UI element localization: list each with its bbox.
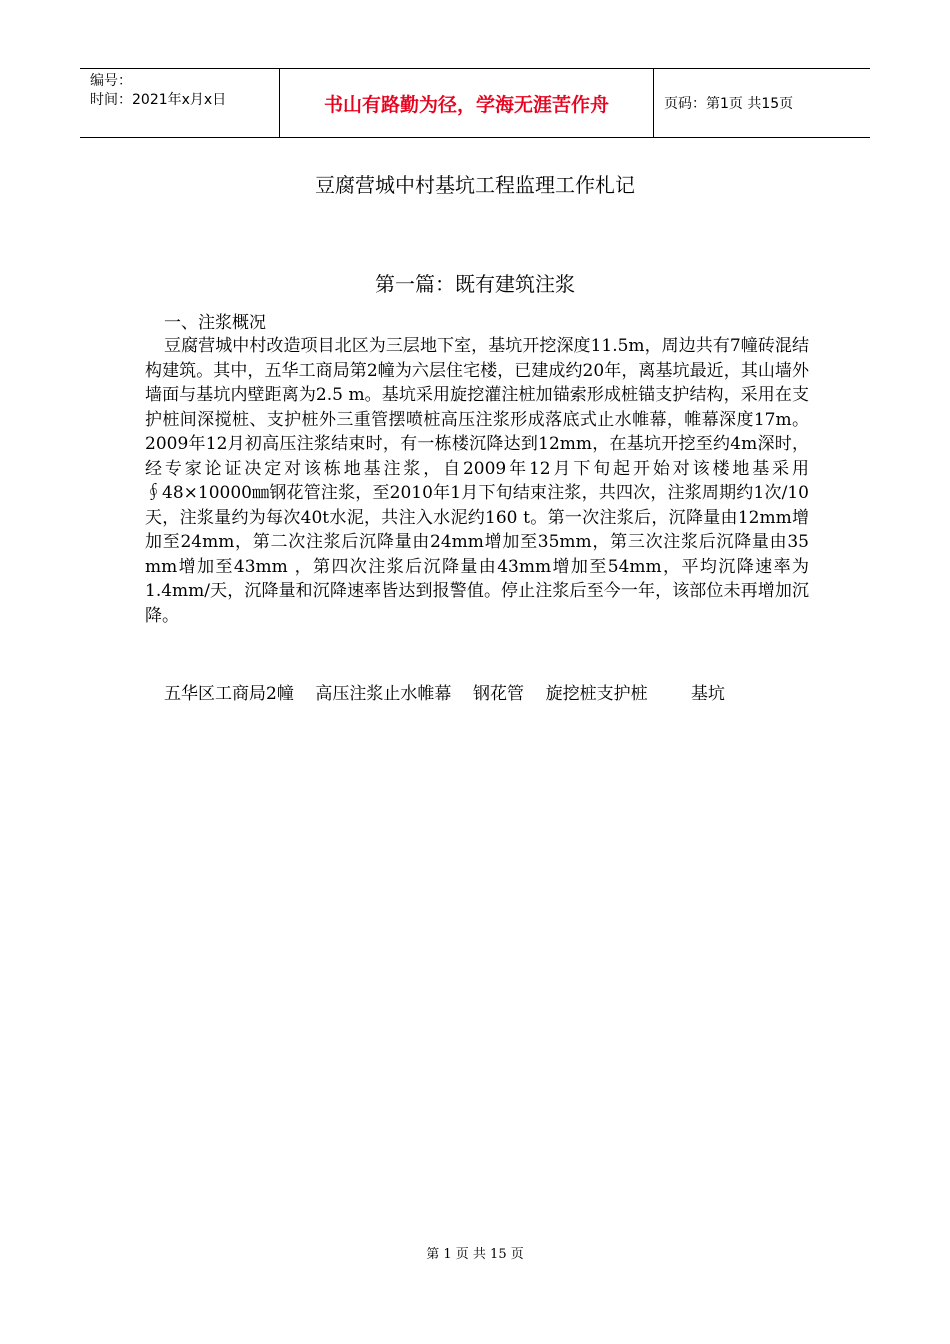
body-paragraph: 豆腐营城中村改造项目北区为三层地下室，基坑开挖深度11.5m，周边共有7幢砖混结构建筑。其中，五华工商局第2幢为六层住宅楼，已建成约20年，离基坑最近，其山墙外墙面与基坑内壁距离为2.5 m。基坑采用旋挖灌注桩加锚索形成桩锚支护结构，采用在支护桩间深搅桩、支护桩外三重管摆喷桩高压注浆形成落底式止水帷幕，帷幕深度17m。2009年12月初高压注浆结束时，有一栋楼沉降达到12mm，在基坑开挖至约4m深时，经专家论证决定对该栋地基注浆，自2009年12月下旬起开始对该楼地基采用∮48×10000㎜钢花管注浆，至2010年1月下旬结束注浆，共四次，注浆周期约1次/10天，注浆量约为每次40t水泥，共注入水泥约160 t。第一次注浆后，沉降量由12mm增加至24mm，第二次注浆后沉降量由24mm增加至35mm，第三次注浆后沉降量由35 mm增加至43mm ，第四次注浆后沉降量由43mm增加至54mm，平均沉降速率为1.4mm/天，沉降量和沉降速率皆达到报警值。停止注浆后至今一年，该部位未再增加沉降。 (145, 336, 809, 626)
document-date-label: 时间：2021年x月x日 (90, 92, 227, 108)
page-header (80, 68, 870, 138)
section-title: 第一篇：既有建筑注浆 (375, 272, 575, 296)
page-footer: 第 1 页 共 15 页 (426, 1247, 524, 1262)
document-title: 豆腐营城中村基坑工程监理工作札记 (315, 173, 635, 197)
subsection-title: 一、注浆概况 (164, 313, 266, 333)
header-motto: 书山有路勤为径，学海无涯苦作舟 (280, 69, 654, 137)
keywords-line: 五华区工商局2幢 高压注浆止水帷幕 钢花管 旋挖桩支护桩 基坑 (164, 684, 725, 704)
header-meta-cell (80, 69, 280, 137)
document-number-label: 编号： (90, 73, 132, 89)
header-page-number: 页码：第1页 共15页 (664, 96, 794, 112)
